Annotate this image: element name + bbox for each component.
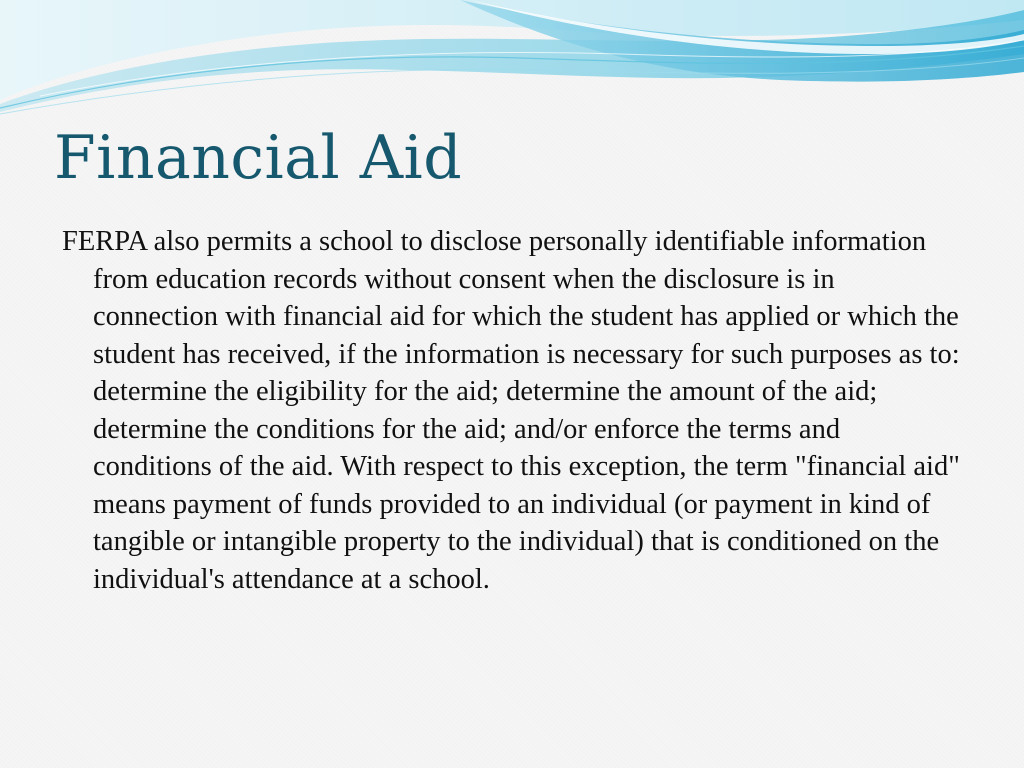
slide-body-text: FERPA also permits a school to disclose personally identifiable information from education records without consent when the disclosure is in connection with financial aid for which the student has applied or which the student has received, if the information is necessary for such purposes as to: determine the eligibility for the aid; determine the amount of the aid; determine the conditions for the aid; and/or enforce the terms and conditions of the aid. With respect to this exception, the term "financial aid" means payment of funds provided to an individual (or payment in kind of tangible or intangible property to the individual) that is conditioned on the individual's attendance at a school. [62, 226, 960, 595]
slide-title: Financial Aid [54, 123, 463, 193]
decorative-wave-banner [0, 0, 1024, 120]
